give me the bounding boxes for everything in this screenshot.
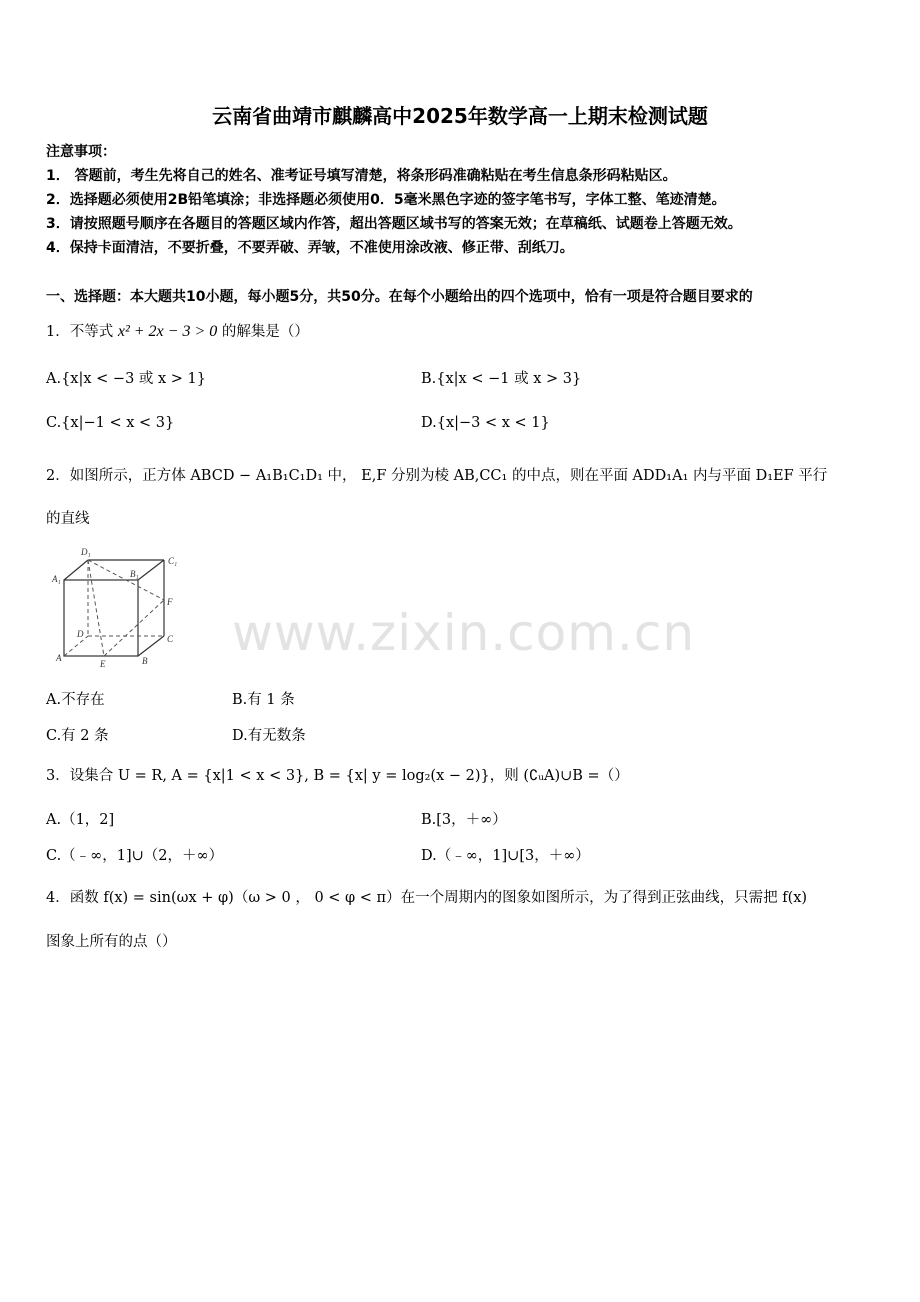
- notice-item-4: 4．保持卡面清洁，不要折叠，不要弄破、弄皱，不准使用涂改液、修正带、刮纸刀。: [46, 240, 574, 256]
- notice-item-1: 1． 答题前，考生先将自己的姓名、准考证号填写清楚，将条形码准确粘贴在考生信息条形码粘贴区。: [46, 168, 677, 184]
- question-2-option-c[interactable]: C.有 2 条: [46, 728, 109, 744]
- label-d: D: [77, 629, 84, 639]
- label-a1: A₁: [52, 574, 61, 584]
- watermark: www.zixin.com.cn: [232, 604, 696, 662]
- label-c: C: [167, 634, 174, 644]
- question-4-stem-line1: 4．函数 f(x) = sin(ωx + φ)（ω > 0 ， 0 < φ < π）在一个周期内的图象如图所示，为了得到正弦曲线，只需把 f(x): [46, 890, 808, 906]
- question-4-stem-line2: 图象上所有的点（）: [46, 934, 177, 950]
- question-1-prefix: 1．不等式: [46, 324, 114, 340]
- label-a: A: [56, 653, 62, 663]
- label-c1: C₁: [168, 556, 178, 566]
- label-e: E: [100, 659, 106, 669]
- page-title: 云南省曲靖市麒麟高中2025年数学高一上期末检测试题: [212, 104, 708, 128]
- question-2-option-a[interactable]: A.不存在: [46, 692, 105, 708]
- question-3-option-b[interactable]: B.[3，＋∞）: [421, 812, 507, 828]
- question-1-suffix: 的解集是（）: [221, 324, 309, 340]
- question-3-option-a[interactable]: A.（1，2]: [46, 812, 115, 828]
- question-2-option-b[interactable]: B.有 1 条: [232, 692, 295, 708]
- notice-item-2: 2．选择题必须使用2B铅笔填涂；非选择题必须使用0．5毫米黑色字迹的签字笔书写，字体工整、笔迹清楚。: [46, 192, 726, 208]
- notice-heading: 注意事项：: [46, 144, 116, 160]
- label-b1: B₁: [130, 569, 139, 579]
- label-d1: D₁: [81, 547, 91, 557]
- question-2-stem-line2: 的直线: [46, 511, 90, 527]
- section-choice-heading: 一、选择题：本大题共10小题，每小题5分，共50分。在每个小题给出的四个选项中，恰有一项是符合题目要求的: [46, 289, 753, 305]
- label-f: F: [167, 597, 173, 607]
- question-1-stem: [46, 320, 309, 341]
- label-b: B: [142, 656, 148, 666]
- question-1-inequality: x² + 2x − 3 > 0: [117, 323, 218, 340]
- question-3-option-d[interactable]: D.（﹣∞，1]∪[3，＋∞）: [421, 848, 590, 864]
- question-2-option-d[interactable]: D.有无数条: [232, 728, 306, 744]
- question-2-stem-line1: 2．如图所示，正方体 ABCD − A₁B₁C₁D₁ 中， E,F 分别为棱 AB,CC₁ 的中点，则在平面 ADD₁A₁ 内与平面 D₁EF 平行: [46, 468, 828, 484]
- question-1-option-c[interactable]: C.{x|−1 < x < 3}: [46, 415, 175, 431]
- question-1-option-d[interactable]: D.{x|−3 < x < 1}: [421, 415, 550, 431]
- question-3-option-c[interactable]: C.（﹣∞，1]∪（2，＋∞）: [46, 848, 224, 864]
- notice-item-3: 3．请按照题号顺序在各题目的答题区域内作答，超出答题区域书写的答案无效；在草稿纸、试题卷上答题无效。: [46, 216, 742, 232]
- cube-figure: [46, 544, 186, 670]
- question-1-option-b[interactable]: B.{x|x < −1 或 x > 3}: [421, 371, 582, 387]
- question-3-stem: 3．设集合 U = R, A = {x|1 < x < 3}, B = {x| y = log₂(x − 2)}，则 (∁ᵤA)∪B =（）: [46, 768, 629, 784]
- question-1-option-a[interactable]: A.{x|x < −3 或 x > 1}: [46, 371, 207, 387]
